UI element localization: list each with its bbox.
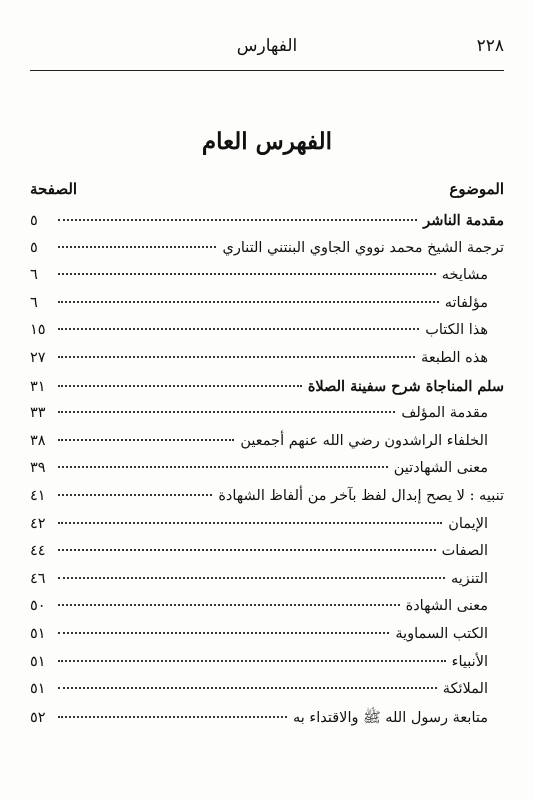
dot-leader xyxy=(58,356,415,358)
toc-entry xyxy=(30,681,504,709)
toc-entry-page-number: ٥٢ xyxy=(30,709,46,726)
toc-entry-page-number: ٥٠ xyxy=(30,598,46,615)
toc-entry xyxy=(30,543,504,571)
toc-entry-page-number: ٥١ xyxy=(30,625,46,642)
toc-entry-page-number: ٤٢ xyxy=(30,515,46,532)
toc-entry xyxy=(30,378,504,406)
running-title: الفهارس xyxy=(236,36,298,56)
dot-leader xyxy=(58,301,439,303)
toc-entry xyxy=(30,267,504,295)
toc-entry xyxy=(30,598,504,626)
dot-leader xyxy=(58,660,446,662)
dot-leader xyxy=(58,273,436,275)
toc-entry-page-number: ٣٨ xyxy=(30,432,46,449)
toc-entry-title: تنبيه : لا يصح إبدال لفظ بآخر من ألفاظ الشهادة xyxy=(218,487,504,504)
toc-entry-page-number: ٤٦ xyxy=(30,570,46,587)
toc-entry-title: الأنبياء xyxy=(451,653,488,670)
dot-leader xyxy=(58,466,388,468)
dot-leader xyxy=(58,439,234,441)
toc-entry-page-number: ٥١ xyxy=(30,653,46,670)
toc-entry-page-number: ٣١ xyxy=(30,378,46,395)
dot-leader xyxy=(58,716,287,718)
toc-entry xyxy=(30,654,504,682)
dot-leader xyxy=(58,219,417,221)
toc-entry xyxy=(30,240,504,268)
toc-entry-title: هذه الطبعة xyxy=(421,349,488,366)
toc-entry xyxy=(30,460,504,488)
toc-entry-title: الملائكة xyxy=(442,681,488,698)
page-number: ٢٢٨ xyxy=(476,36,504,56)
toc-entry-title: الصفات xyxy=(441,543,488,560)
toc-entry-title: مقدمة المؤلف xyxy=(401,405,488,422)
toc-entry xyxy=(30,709,504,737)
dot-leader xyxy=(58,411,395,413)
toc-entry-page-number: ٤١ xyxy=(30,487,46,504)
toc-entry-title: الإيمان xyxy=(448,515,488,532)
toc-entry-page-number: ١٥ xyxy=(30,322,46,339)
dot-leader xyxy=(58,687,437,689)
toc-entry-title: مشايخه xyxy=(441,267,488,284)
table-of-contents xyxy=(30,212,504,736)
toc-entry-title: هذا الكتاب xyxy=(425,322,488,339)
dot-leader xyxy=(58,494,212,496)
toc-entry-page-number: ٤٤ xyxy=(30,543,46,560)
toc-entry-title: معنى الشهادتين xyxy=(393,460,488,477)
dot-leader xyxy=(58,385,302,387)
toc-entry-title: مقدمة الناشر xyxy=(423,212,504,229)
toc-entry xyxy=(30,488,504,516)
toc-entry-title: الخلفاء الراشدون رضي الله عنهم أجمعين xyxy=(240,432,488,449)
toc-entry-title: مؤلفاته xyxy=(444,294,488,311)
dot-leader xyxy=(58,577,445,579)
toc-entry-page-number: ٣٣ xyxy=(30,405,46,422)
toc-entry-page-number: ٥١ xyxy=(30,681,46,698)
toc-entry xyxy=(30,405,504,433)
toc-entry-title: الكتب السماوية xyxy=(395,625,488,642)
toc-entry-page-number: ٣٩ xyxy=(30,460,46,477)
toc-entry-page-number: ٥ xyxy=(30,239,38,256)
toc-entry xyxy=(30,516,504,544)
dot-leader xyxy=(58,549,436,551)
toc-entry-page-number: ٦ xyxy=(30,294,38,311)
toc-entry xyxy=(30,626,504,654)
toc-entry-title: ترجمة الشيخ محمد نووي الجاوي البنتني التناري xyxy=(222,239,504,256)
toc-entry-page-number: ٦ xyxy=(30,267,38,284)
running-header xyxy=(30,30,504,71)
toc-entry-page-number: ٢٧ xyxy=(30,349,46,366)
toc-entry-title: التنزيه xyxy=(450,570,488,587)
toc-entry xyxy=(30,212,504,240)
toc-entry-title: سلم المناجاة شرح سفينة الصلاة xyxy=(307,377,504,395)
toc-entry-page-number: ٥ xyxy=(30,213,38,229)
toc-entry xyxy=(30,322,504,350)
toc-entry xyxy=(30,571,504,599)
dot-leader xyxy=(58,522,442,524)
toc-entry-title: متابعة رسول الله ﷺ والاقتداء به xyxy=(293,709,488,726)
dot-leader xyxy=(58,632,389,634)
toc-entry xyxy=(30,350,504,378)
index-title: الفهرس العام xyxy=(201,128,333,155)
toc-entry xyxy=(30,295,504,323)
dot-leader xyxy=(58,328,419,330)
page-column-header: الصفحة xyxy=(30,180,78,198)
toc-entry xyxy=(30,433,504,461)
dot-leader xyxy=(58,604,400,606)
topic-column-header: الموضوع xyxy=(449,180,504,198)
dot-leader xyxy=(58,246,216,248)
toc-entry-title: معنى الشهادة xyxy=(405,598,488,615)
